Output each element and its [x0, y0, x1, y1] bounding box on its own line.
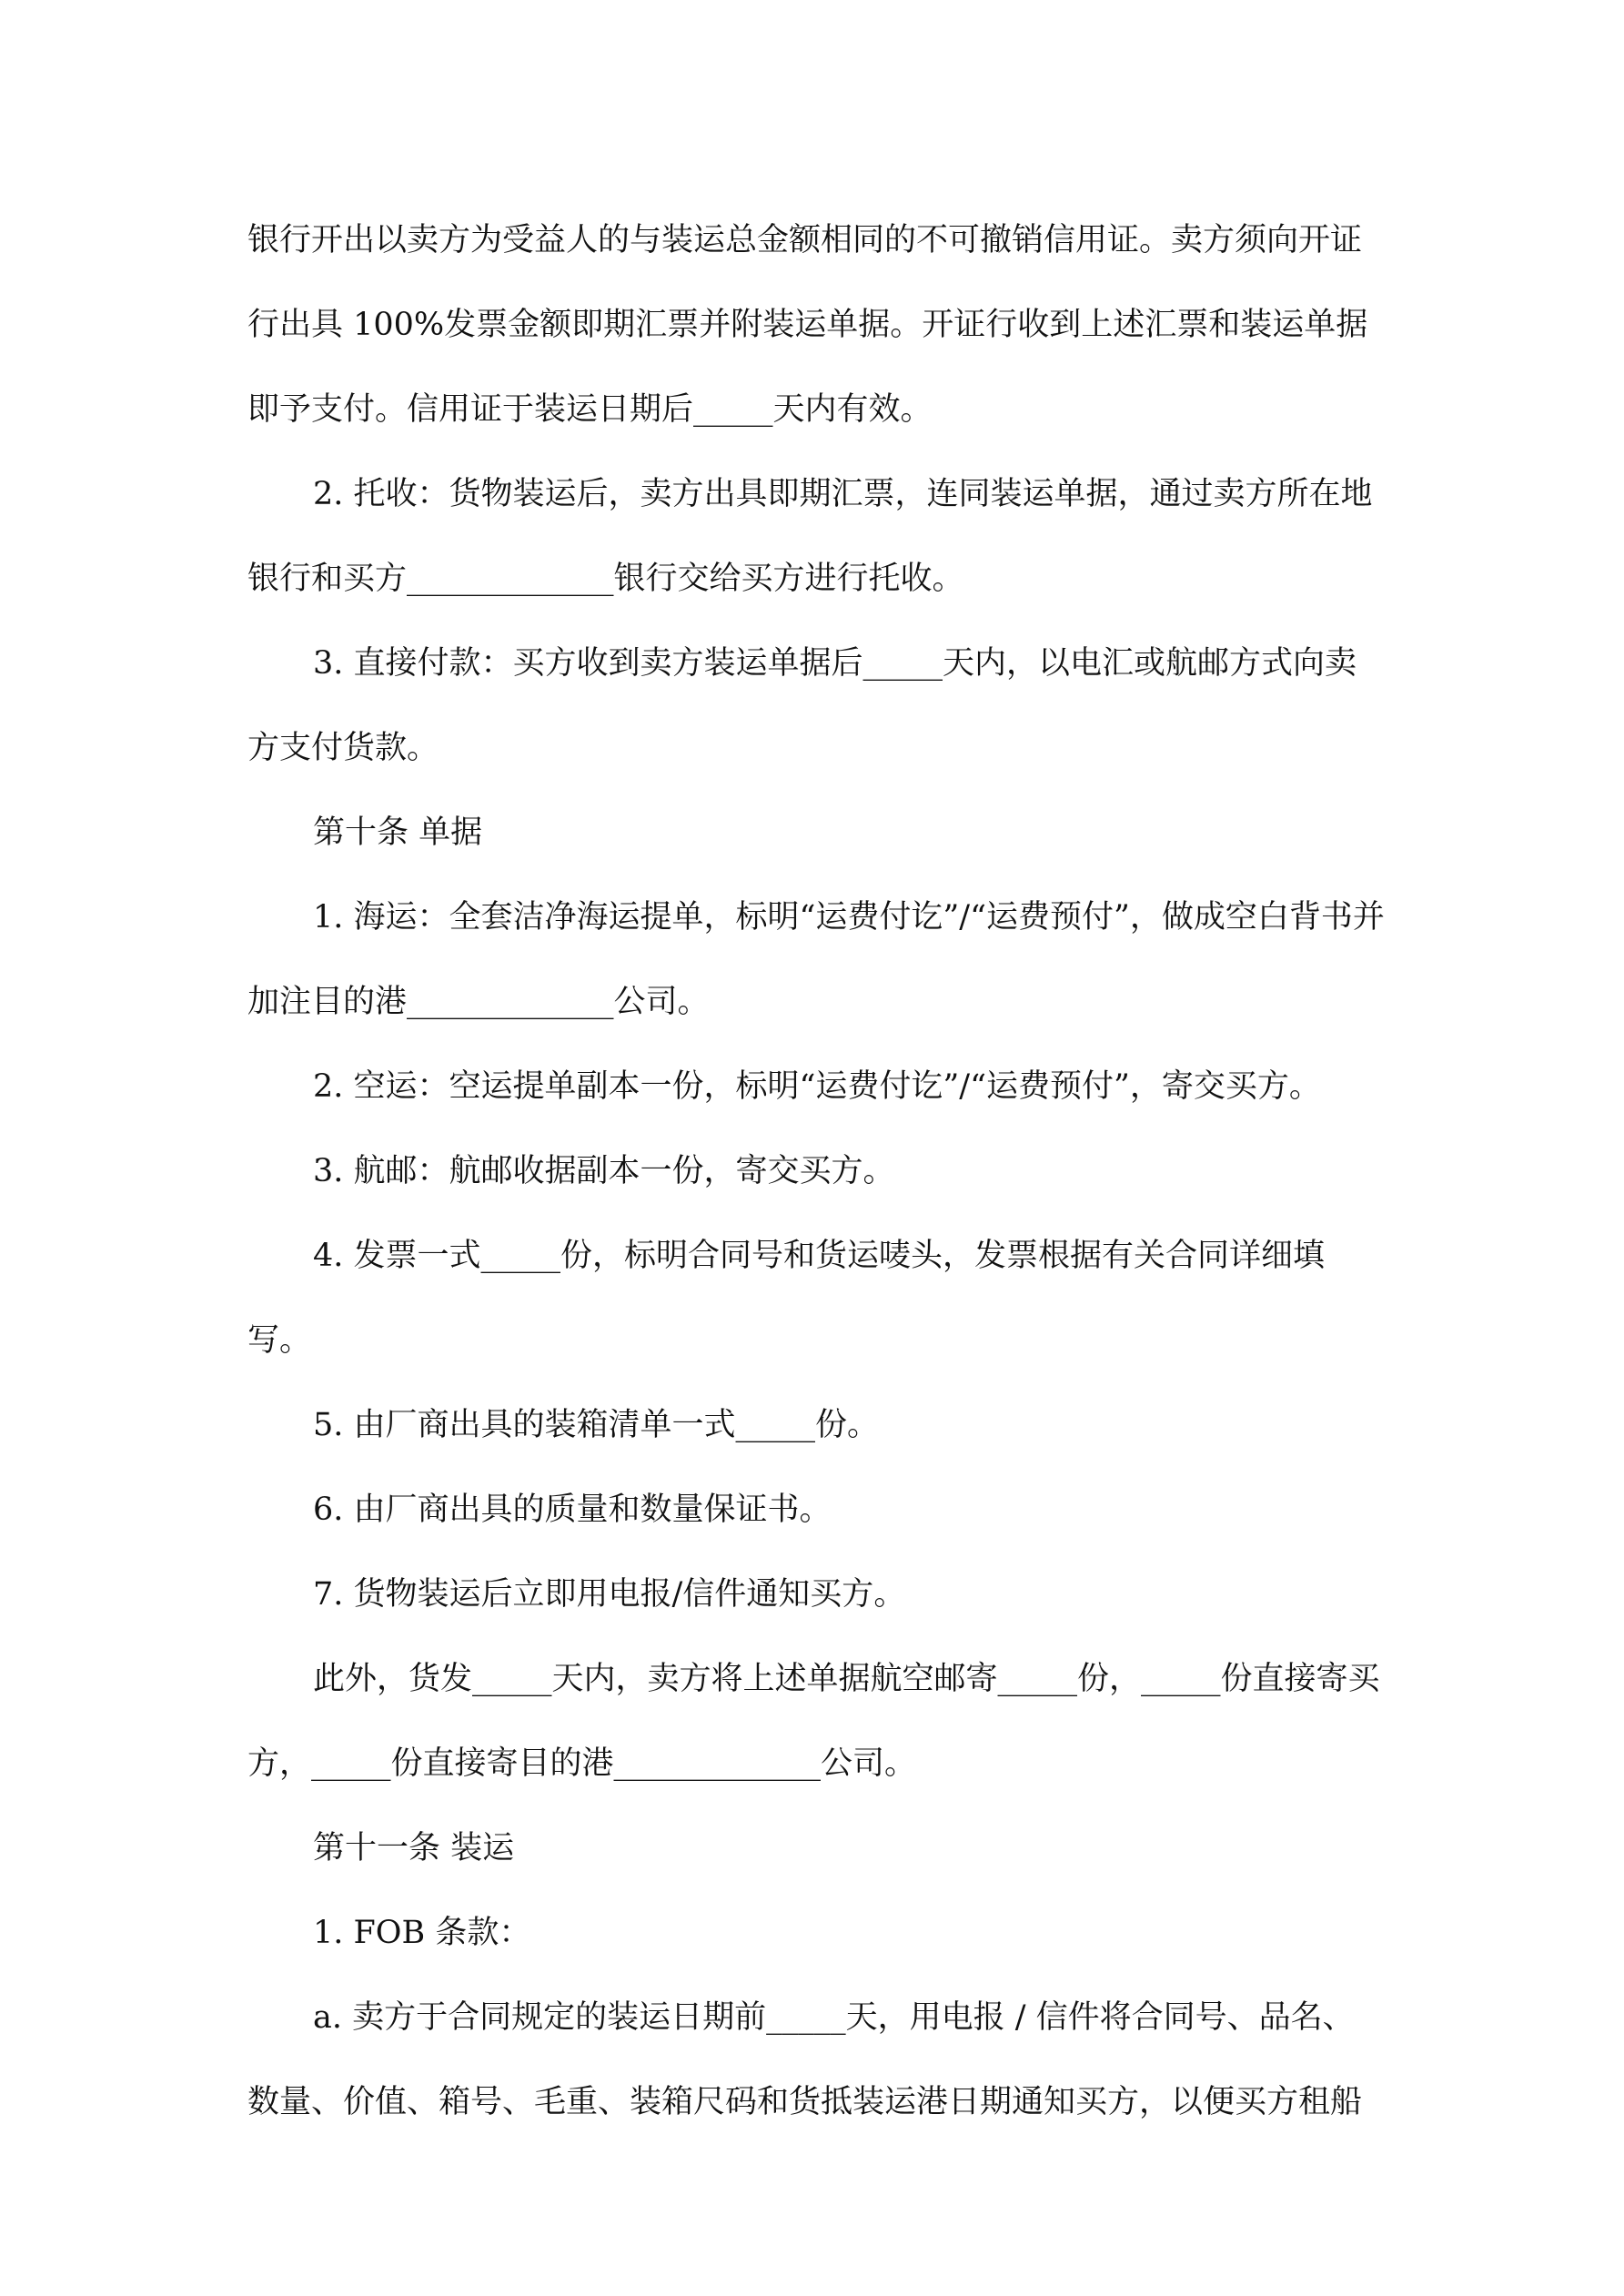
paragraph-invoice: 4. 发票一式_____份，标明合同号和货运唛头，发票根据有关合同详细填写。: [247, 1238, 1326, 1359]
paragraph-collection: 2. 托收：货物装运后，卖方出具即期汇票，连同装运单据，通过卖方所在地银行和买方_____________银行交给买方进行托收。: [247, 476, 1373, 597]
paragraph-air-transport: 2. 空运：空运提单副本一份，标明“运费付讫”/“运费预付”，寄交买方。: [313, 1068, 1321, 1105]
paragraph-shipment-notice: 7. 货物装运后立即用电报/信件通知买方。: [313, 1576, 906, 1613]
paragraph-quality-certificate: 6. 由厂商出具的质量和数量保证书。: [313, 1492, 832, 1528]
paragraph-fob-terms: 1. FOB 条款：: [313, 1915, 531, 1951]
paragraph-sea-transport: 1. 海运：全套洁净海运提单，标明“运费付讫”/“运费预付”，做成空白背书并加注目的港_____________公司。: [247, 899, 1385, 1020]
paragraph-direct-payment: 3. 直接付款：买方收到卖方装运单据后_____天内，以电汇或航邮方式向卖方支付货款。: [247, 645, 1357, 766]
paragraph-fob-notice: a. 卖方于合同规定的装运日期前_____天，用电报 / 信件将合同号、品名、数量、价值、箱号、毛重、装箱尺码和货抵装运港日期通知买方，以便买方租船: [247, 1999, 1363, 2120]
paragraph-air-mail: 3. 航邮：航邮收据副本一份，寄交买方。: [313, 1153, 895, 1189]
article-10-heading: 第十条 单据: [313, 814, 483, 851]
paragraph-lc-terms: 银行开出以卖方为受益人的与装运总金额相同的不可撤销信用证。卖方须向开证行出具 100%发票金额即期汇票并附装运单据。开证行收到上述汇票和装运单据即予支付。信用证于装运日期后_____天内有效。: [247, 222, 1368, 428]
article-11-heading: 第十一条 装运: [313, 1830, 515, 1866]
paragraph-packing-list: 5. 由厂商出具的装箱清单一式_____份。: [313, 1407, 880, 1443]
document-body: [247, 198, 1385, 2145]
paragraph-document-mailing: 此外，货发_____天内，卖方将上述单据航空邮寄_____份，_____份直接寄买方，_____份直接寄目的港_____________公司。: [247, 1661, 1380, 1782]
